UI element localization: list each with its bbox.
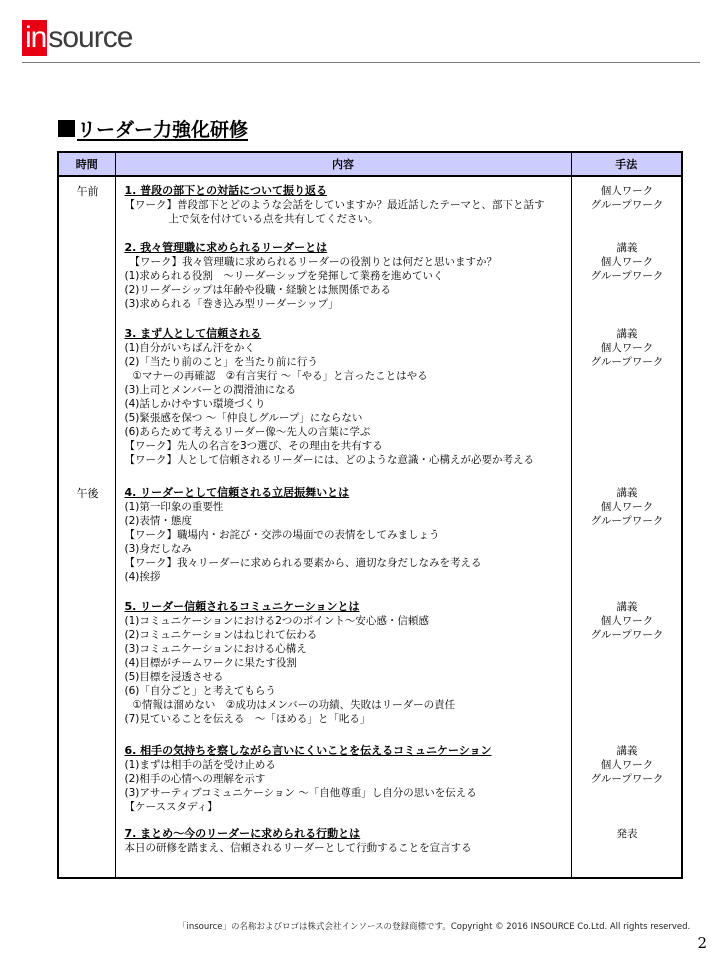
section-line: 【ワーク】普段部下とどのような会話をしていますか？最近話したテーマと、部下と話す [124, 199, 545, 211]
section-line: (3)上司とメンバーとの潤滑油になる [124, 384, 297, 396]
section-line: (4)挨拶 [124, 571, 161, 583]
section-line: 上で気を付けている点を共有してください。 [168, 213, 379, 225]
title-bullet-icon [58, 120, 75, 137]
section-line: (2)相手の心情への理解を示す [124, 773, 266, 785]
section-line: (2)「当たり前のこと」を当たり前に行う [124, 356, 318, 368]
section-7 [125, 827, 570, 855]
page-title [58, 115, 248, 142]
method-item: 講義 [616, 601, 638, 613]
section-line: ①情報は溜めない ②成功はメンバーの功績、失敗はリーダーの責任 [132, 699, 456, 711]
section-line: (4)話しかけやすい環境づくり [124, 398, 266, 410]
section-line: (3)アサーティブコミュニケーション ～「自他尊重」し自分の思いを伝える [124, 787, 477, 799]
methods-7 [572, 827, 683, 841]
section-line: (3)求められる「巻き込み型リーダーシップ」 [124, 298, 339, 310]
section-title: 7. まとめ～今のリーダーに求められる行動とは [124, 827, 361, 840]
section-title: 6. 相手の気持ちを察しながら言いにくいことを伝えるコミュニケーション [124, 744, 492, 757]
section-line: (3)コミュニケーションにおける心構え [124, 643, 307, 655]
method-item: グループワーク [590, 629, 664, 641]
section-line: ①マナーの再確認 ②有言実行 ～「やる」と言ったことはやる [132, 370, 428, 382]
method-item: 発表 [616, 828, 638, 840]
method-item: 個人ワーク [600, 256, 654, 268]
method-item: 個人ワーク [600, 185, 654, 197]
section-line: (6)「自分ごと」と考えてもらう [124, 685, 276, 697]
section-2 [125, 241, 570, 311]
section-line: (1)求められる役割 ～リーダーシップを発揮して業務を進めていく [124, 270, 444, 282]
section-line: 【ワーク】我々リーダーに求められる要素から、適切な身だしなみを考える [124, 557, 482, 569]
method-column [571, 176, 682, 878]
section-line: 【ワーク】人として信頼されるリーダーには、どのような意識・心構えが必要か考える [124, 454, 534, 466]
logo-text: source [48, 21, 133, 54]
section-line: (7)見ていることを伝える ～「ほめる」と「叱る」 [124, 713, 371, 725]
section-line: (1)コミュニケーションにおける2つのポイント～安心感・信頼感 [124, 615, 429, 627]
section-title: 4. リーダーとして信頼される立居振舞いとは [124, 486, 350, 499]
section-line: 【ワーク】職場内・お詫び・交渉の場面での表情をしてみましょう [124, 529, 440, 541]
section-line: 【ワーク】我々管理職に求められるリーダーの役割りとは何だと思いますか？ [129, 256, 497, 268]
table-header-row [58, 152, 682, 176]
section-4 [125, 486, 570, 584]
section-line: 【ケーススタディ】 [124, 801, 218, 813]
method-item: グループワーク [590, 199, 664, 211]
method-item: グループワーク [590, 356, 664, 368]
methods-1 [572, 184, 683, 212]
section-line: (4)目標がチームワークに果たす役割 [124, 657, 297, 669]
page-number: 2 [697, 934, 707, 952]
method-item: 個人ワーク [600, 342, 654, 354]
section-5 [125, 600, 570, 726]
title-text: リーダー力強化研修 [77, 119, 249, 141]
section-line: (1)第一印象の重要性 [124, 501, 224, 513]
section-title: 1. 普段の部下との対話について振り返る [124, 184, 327, 197]
method-item: グループワーク [590, 270, 664, 282]
time-column [58, 176, 115, 878]
methods-2 [572, 241, 683, 283]
logo-mark: in [22, 20, 47, 56]
section-line: (1)まずは相手の話を受け止める [124, 759, 276, 771]
method-item: グループワーク [590, 515, 664, 527]
header-content: 内容 [115, 152, 571, 176]
section-line: (5)目標を浸透させる [124, 671, 224, 683]
method-item: 個人ワーク [600, 759, 654, 771]
section-line: (6)あらためて考えるリーダー像～先人の言葉に学ぶ [124, 426, 371, 438]
method-item: グループワーク [590, 773, 664, 785]
methods-5 [572, 600, 683, 642]
method-item: 講義 [616, 242, 638, 254]
method-item: 講義 [616, 487, 638, 499]
section-line: (3)身だしなみ [124, 543, 192, 555]
methods-4 [572, 486, 683, 528]
header-time: 時間 [58, 152, 115, 176]
section-title: 3. まず人として信頼される [124, 327, 262, 340]
section-6 [125, 744, 570, 814]
schedule-table [57, 151, 683, 879]
section-line: (5)緊張感を保つ ～「仲良しグループ」にならない [124, 412, 363, 424]
time-am: 午前 [76, 185, 99, 198]
methods-6 [572, 744, 683, 786]
copyright-footer: 「insource」の名称およびロゴは株式会社インソースの登録商標です。Copyright © 2016 INSOURCE Co.Ltd. All rights reserved. [178, 922, 691, 932]
method-item: 講義 [616, 745, 638, 757]
method-item: 個人ワーク [600, 501, 654, 513]
header-method: 手法 [571, 152, 682, 176]
section-1 [125, 184, 570, 226]
section-line: (2)リーダーシップは年齢や役職・経験とは無関係である [124, 284, 391, 296]
method-item: 講義 [616, 328, 638, 340]
section-title: 5. リーダー信頼されるコミュニケーションとは [124, 600, 360, 613]
methods-3 [572, 327, 683, 369]
header-divider [22, 62, 700, 63]
section-line: 本日の研修を踏まえ、信頼されるリーダーとして行動することを宣言する [124, 842, 472, 854]
time-pm: 午後 [76, 487, 99, 500]
section-line: (1)自分がいちばん汗をかく [124, 342, 255, 354]
section-line: (2)表情・態度 [124, 515, 192, 527]
section-3 [125, 327, 570, 467]
content-column [115, 176, 571, 878]
table-body-row [58, 176, 682, 878]
section-title: 2. 我々管理職に求められるリーダーとは [124, 241, 328, 254]
section-line: 【ワーク】先人の名言を3つ選び、その理由を共有する [124, 440, 383, 452]
section-line: (2)コミュニケーションはねじれて伝わる [124, 629, 318, 641]
insource-logo [22, 20, 132, 56]
method-item: 個人ワーク [600, 615, 654, 627]
